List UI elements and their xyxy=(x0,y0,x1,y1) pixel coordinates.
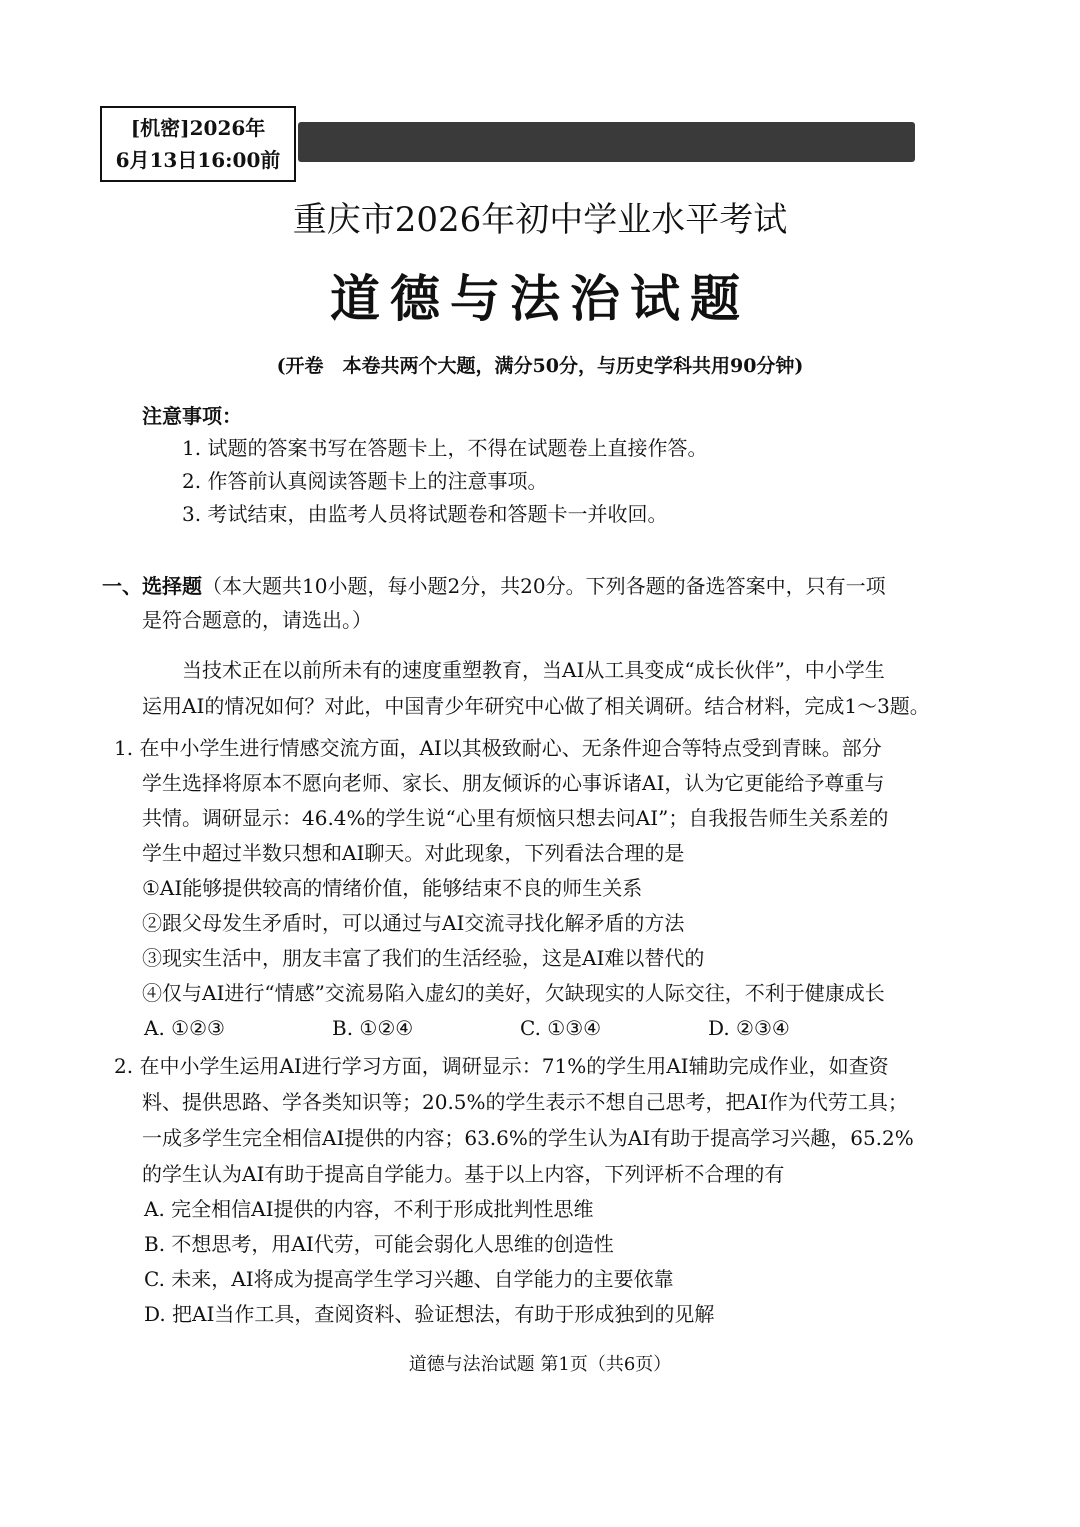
question-1-statement: ③现实生活中，朋友丰富了我们的生活经验，这是AI难以替代的 xyxy=(142,946,705,970)
page-footer: 道德与法治试题 第1页（共6页） xyxy=(408,1354,672,1375)
section-name: 选择题 xyxy=(142,574,202,598)
question-1-statement: ②跟父母发生矛盾时，可以通过与AI交流寻找化解矛盾的方法 xyxy=(142,911,685,935)
redaction-bar xyxy=(298,122,915,162)
material-line: 当技术正在以前所未有的速度重塑教育，当AI从工具变成“成长伙伴”，中小学生 xyxy=(182,658,885,682)
question-2-stem-line: 的学生认为AI有助于提高自学能力。基于以上内容，下列评析不合理的有 xyxy=(142,1162,785,1186)
question-1-stem-line: 1. 在中小学生进行情感交流方面，AI以其极致耐心、无条件迎合等特点受到青睐。部分 xyxy=(114,736,882,760)
question-1-option-a: A. ①②③ xyxy=(144,1016,225,1040)
question-2-option-d: D. 把AI当作工具，查阅资料、验证想法，有助于形成独到的见解 xyxy=(144,1302,715,1326)
section-desc-continued: 是符合题意的，请选出。） xyxy=(142,608,372,632)
notice-title: 注意事项： xyxy=(142,404,242,428)
question-2-option-c: C. 未来，AI将成为提高学生学习兴趣、自学能力的主要依靠 xyxy=(144,1267,674,1291)
question-2-stem-line: 2. 在中小学生运用AI进行学习方面，调研显示：71%的学生用AI辅助完成作业，如查资 xyxy=(114,1054,889,1078)
question-1-stem-line: 共情。调研显示：46.4%的学生说“心里有烦恼只想去问AI”；自我报告师生关系差的 xyxy=(142,806,889,830)
section-heading xyxy=(102,570,886,602)
question-2-stem-line: 料、提供思路、学各类知识等；20.5%的学生表示不想自己思考，把AI作为代劳工具； xyxy=(142,1090,908,1114)
question-1-statement: ④仅与AI进行“情感”交流易陷入虚幻的美好，欠缺现实的人际交往，不利于健康成长 xyxy=(142,981,885,1005)
paper-subtitle: (开卷 本卷共两个大题，满分50分，与历史学科共用90分钟) xyxy=(276,355,804,377)
exam-header: 重庆市2026年初中学业水平考试 xyxy=(292,200,788,240)
question-2-option-a: A. 完全相信AI提供的内容，不利于形成批判性思维 xyxy=(144,1197,594,1221)
confidential-line-1: [机密]2026年 xyxy=(130,116,266,140)
question-1-stem-line: 学生选择将原本不愿向老师、家长、朋友倾诉的心事诉诸AI，认为它更能给予尊重与 xyxy=(142,771,885,795)
question-2-stem-line: 一成多学生完全相信AI提供的内容；63.6%的学生认为AI有助于提高学习兴趣，65.2% xyxy=(142,1126,914,1150)
notice-item: 3. 考试结束，由监考人员将试题卷和答题卡一并收回。 xyxy=(182,502,668,526)
question-1-option-c: C. ①③④ xyxy=(520,1016,602,1040)
confidential-line-2: 6月13日16:00前 xyxy=(115,148,281,172)
question-1-options xyxy=(144,1012,844,1044)
section-desc: （本大题共10小题，每小题2分，共20分。下列各题的备选答案中，只有一项 xyxy=(202,574,886,598)
notice-item: 1. 试题的答案书写在答题卡上，不得在试题卷上直接作答。 xyxy=(182,436,708,460)
confidential-box xyxy=(100,106,296,182)
section-prefix: 一、 xyxy=(102,574,142,598)
question-1-stem-line: 学生中超过半数只想和AI聊天。对此现象，下列看法合理的是 xyxy=(142,841,685,865)
material-line: 运用AI的情况如何？对此，中国青少年研究中心做了相关调研。结合材料，完成1～3题。 xyxy=(142,694,930,718)
question-1-option-d: D. ②③④ xyxy=(708,1016,790,1040)
question-1-option-b: B. ①②④ xyxy=(332,1016,414,1040)
notice-item: 2. 作答前认真阅读答题卡上的注意事项。 xyxy=(182,469,548,493)
question-1-statement: ①AI能够提供较高的情绪价值，能够结束不良的师生关系 xyxy=(142,876,643,900)
paper-title: 道德与法治试题 xyxy=(330,269,750,328)
question-2-option-b: B. 不想思考，用AI代劳，可能会弱化人思维的创造性 xyxy=(144,1232,614,1256)
